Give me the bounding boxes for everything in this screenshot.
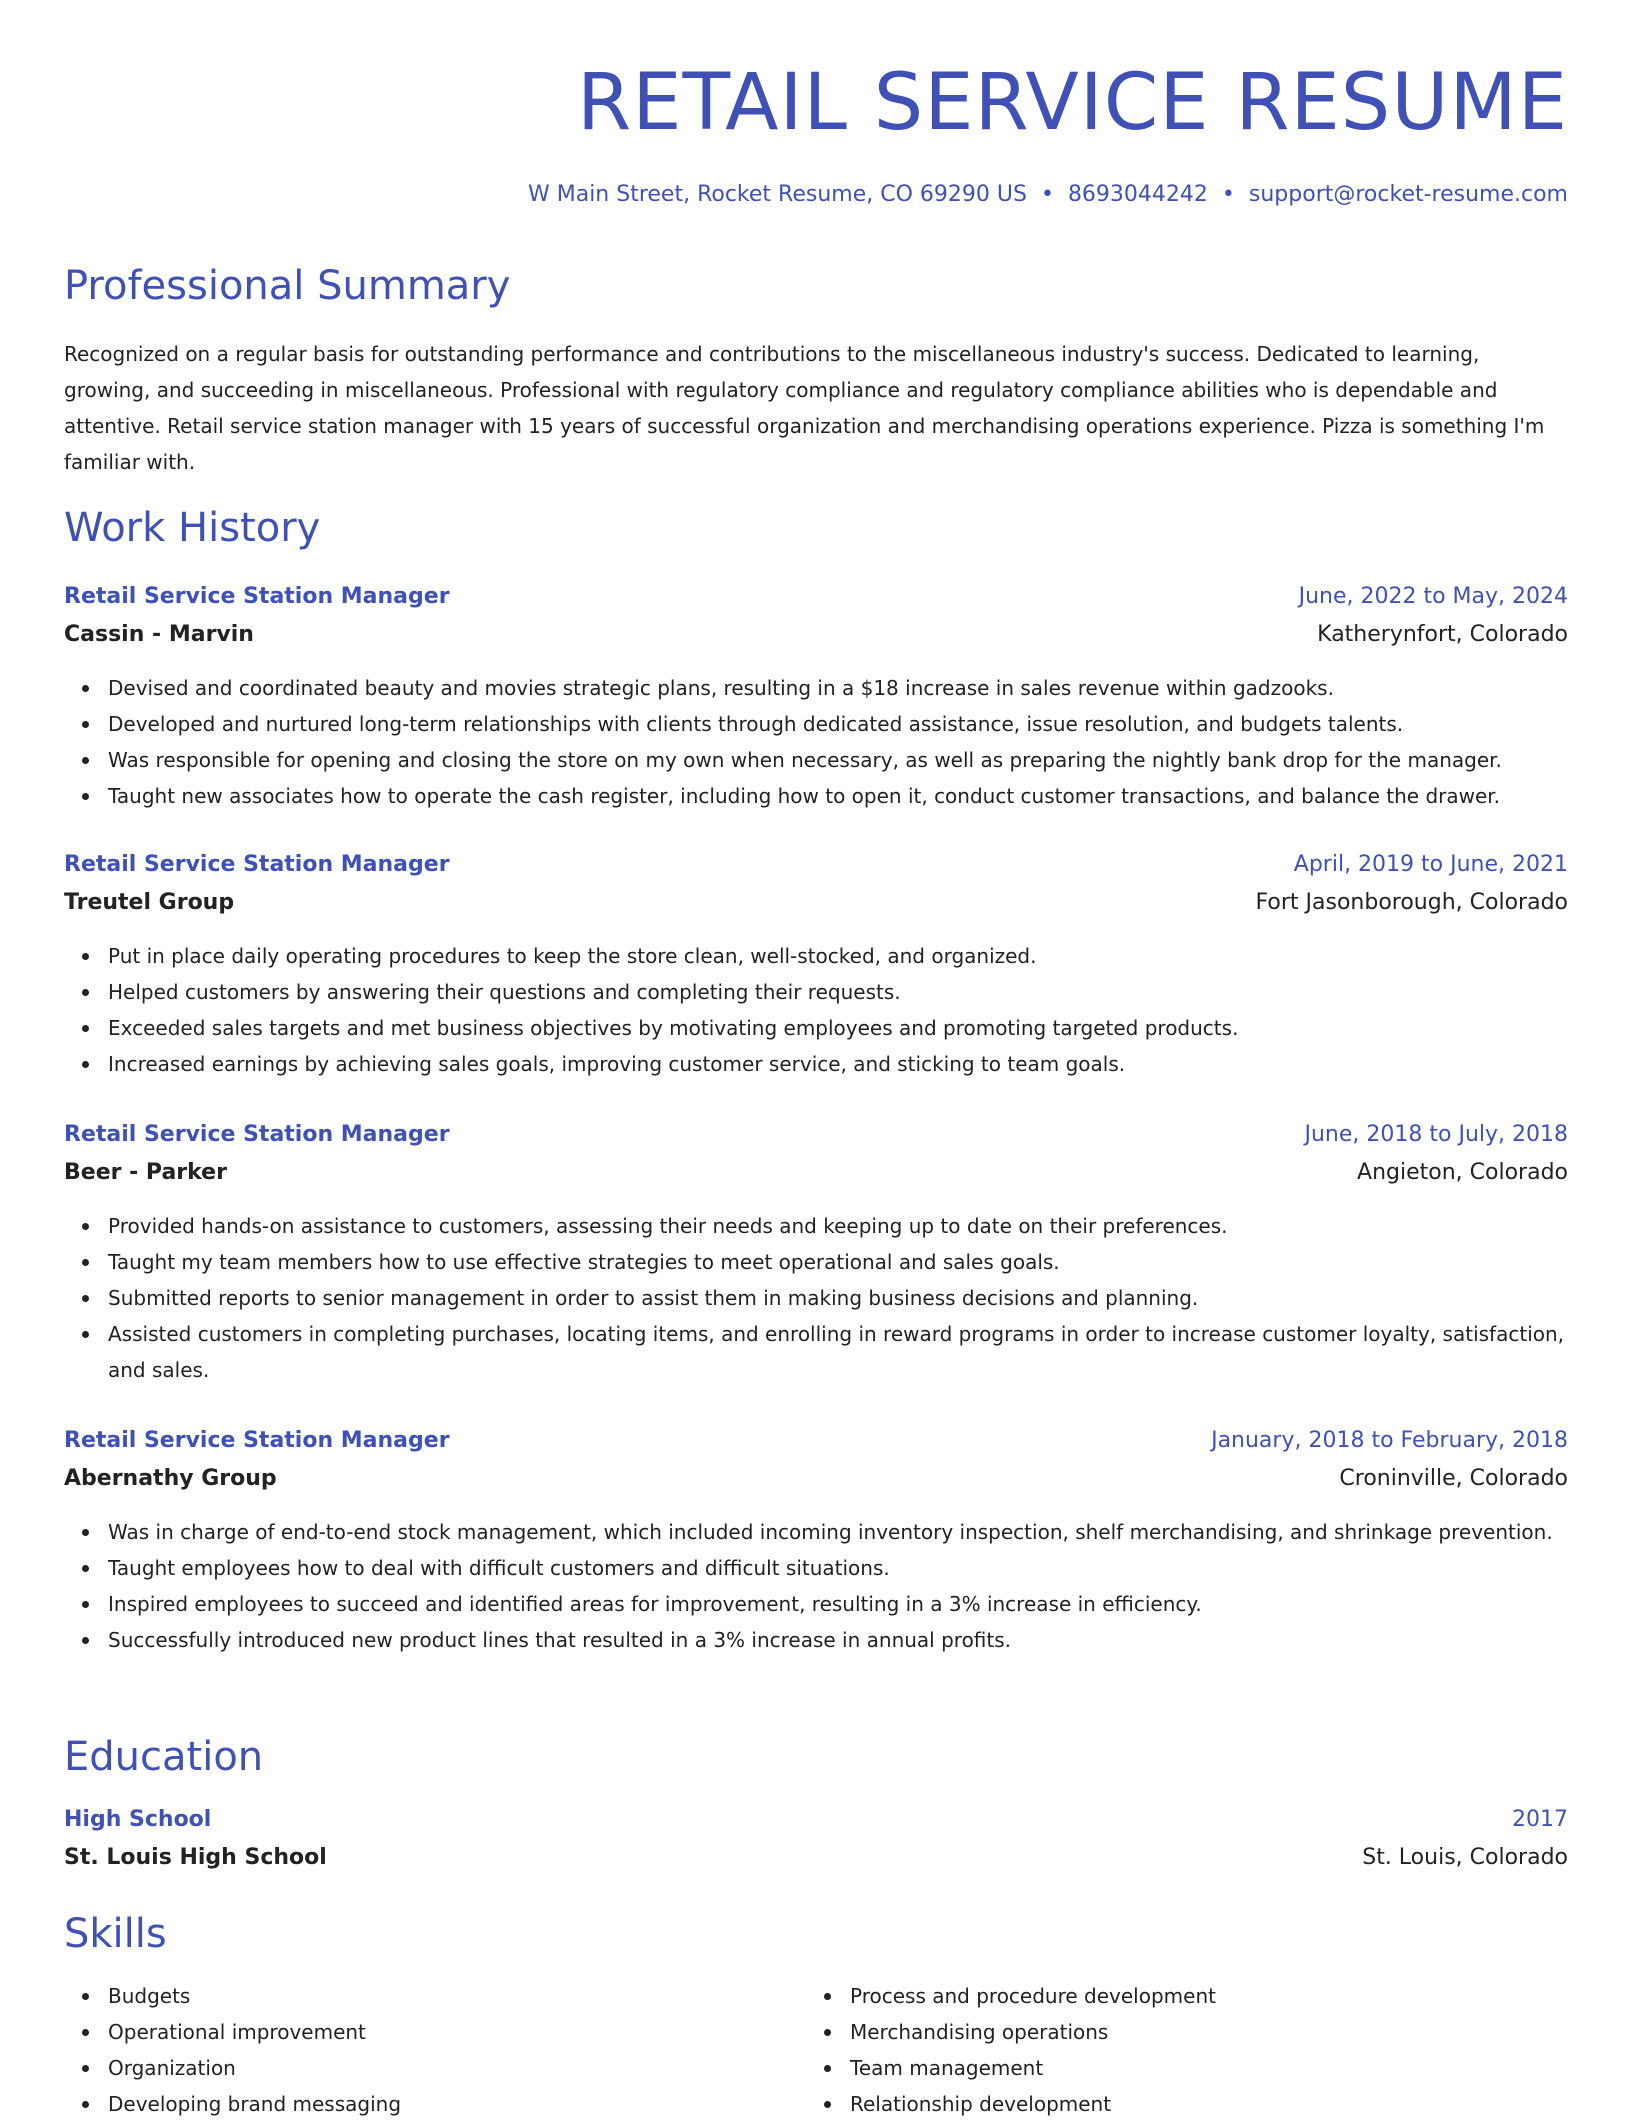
bullet-item: Increased earnings by achieving sales goals, improving customer service, and sticking to team goals.: [108, 1046, 1568, 1082]
skill-item: Operational improvement: [108, 2014, 764, 2050]
school-name: St. Louis High School: [64, 1845, 327, 1870]
job-bullets: [64, 938, 1568, 1082]
job-entry: [64, 578, 1568, 814]
skill-item: Merchandising operations: [850, 2014, 1506, 2050]
job-entry: [64, 1422, 1568, 1658]
school-location: St. Louis, Colorado: [1362, 1845, 1568, 1870]
company-name: Abernathy Group: [64, 1466, 277, 1491]
company-name: Treutel Group: [64, 890, 235, 915]
skill-item: Budgets: [108, 1978, 764, 2014]
company-name: Cassin - Marvin: [64, 622, 254, 647]
bullet-item: Helped customers by answering their questions and completing their requests.: [108, 974, 1568, 1010]
degree: High School: [64, 1807, 212, 1832]
bullet-item: Devised and coordinated beauty and movies strategic plans, resulting in a $18 increase in sales revenue within gadzooks.: [108, 670, 1568, 706]
job-entry: [64, 1116, 1568, 1388]
job-entry: [64, 846, 1568, 1082]
bullet-item: Successfully introduced new product lines that resulted in a 3% increase in annual profits.: [108, 1622, 1568, 1658]
bullet-item: Was in charge of end-to-end stock management, which included incoming inventory inspection, shelf merchandising, and shrinkage prevention.: [108, 1514, 1568, 1550]
bullet-item: Submitted reports to senior management in order to assist them in making business decisions and planning.: [108, 1280, 1568, 1316]
skills-list: [806, 1978, 1506, 2122]
graduation-year: 2017: [1512, 1807, 1568, 1832]
job-dates: January, 2018 to February, 2018: [1211, 1428, 1568, 1453]
job-title: Retail Service Station Manager: [64, 852, 450, 877]
bullet-item: Taught my team members how to use effective strategies to meet operational and sales goals.: [108, 1244, 1568, 1280]
job-location: Croninville, Colorado: [1339, 1466, 1568, 1491]
contact-info: [528, 180, 1568, 210]
skills-column-left: [64, 1978, 764, 2122]
education-heading: Education: [64, 1734, 264, 1780]
job-location: Angieton, Colorado: [1357, 1160, 1568, 1185]
work-history-heading: Work History: [64, 505, 321, 551]
bullet-item: Taught new associates how to operate the cash register, including how to open it, conduct customer transactions, and balance the drawer.: [108, 778, 1568, 814]
job-dates: April, 2019 to June, 2021: [1293, 852, 1568, 877]
email[interactable]: support@rocket-resume.com: [1248, 182, 1568, 207]
bullet-item: Inspired employees to succeed and identified areas for improvement, resulting in a 3% increase in efficiency.: [108, 1586, 1568, 1622]
job-dates: June, 2018 to July, 2018: [1304, 1122, 1568, 1147]
contact-separator: •: [1221, 182, 1235, 207]
job-dates: June, 2022 to May, 2024: [1298, 584, 1568, 609]
job-title: Retail Service Station Manager: [64, 1428, 450, 1453]
skill-item: Process and procedure development: [850, 1978, 1506, 2014]
bullet-item: Was responsible for opening and closing the store on my own when necessary, as well as preparing the nightly bank drop for the manager.: [108, 742, 1568, 778]
bullet-item: Put in place daily operating procedures to keep the store clean, well-stocked, and organized.: [108, 938, 1568, 974]
skill-item: Developing brand messaging: [108, 2086, 764, 2122]
summary-heading: Professional Summary: [64, 263, 511, 309]
skill-item: Team management: [850, 2050, 1506, 2086]
skills-list: [64, 1978, 764, 2122]
resume-title: RETAIL SERVICE RESUME: [577, 58, 1568, 148]
job-bullets: [64, 1514, 1568, 1658]
job-bullets: [64, 1208, 1568, 1388]
education-entry: [64, 1801, 1568, 1877]
skills-heading: Skills: [64, 1911, 167, 1957]
summary-text: Recognized on a regular basis for outstanding performance and contributions to the miscellaneous industry's success. Dedicated to learning, growing, and succeeding in miscellaneous. Professional with regulatory compliance and regulatory compliance abilities who is dependable and attentive. Retail service station manager with 15 years of successful organization and merchandising operations experience. Pizza is something I'm familiar with.: [64, 342, 1545, 474]
bullet-item: Assisted customers in completing purchases, locating items, and enrolling in reward programs in order to increase customer loyalty, satisfaction, and sales.: [108, 1316, 1568, 1388]
job-location: Fort Jasonborough, Colorado: [1255, 890, 1568, 915]
job-title: Retail Service Station Manager: [64, 1122, 450, 1147]
contact-separator: •: [1040, 182, 1054, 207]
skill-item: Relationship development: [850, 2086, 1506, 2122]
job-bullets: [64, 670, 1568, 814]
bullet-item: Provided hands-on assistance to customers, assessing their needs and keeping up to date on their preferences.: [108, 1208, 1568, 1244]
bullet-item: Taught employees how to deal with difficult customers and difficult situations.: [108, 1550, 1568, 1586]
skills-column-right: [806, 1978, 1506, 2122]
address: W Main Street, Rocket Resume, CO 69290 US: [527, 182, 1027, 207]
company-name: Beer - Parker: [64, 1160, 227, 1185]
phone[interactable]: 8693044242: [1067, 182, 1208, 207]
bullet-item: Developed and nurtured long-term relationships with clients through dedicated assistance, issue resolution, and budgets talents.: [108, 706, 1568, 742]
job-location: Katherynfort, Colorado: [1317, 622, 1568, 647]
bullet-item: Exceeded sales targets and met business objectives by motivating employees and promoting targeted products.: [108, 1010, 1568, 1046]
skill-item: Organization: [108, 2050, 764, 2086]
job-title: Retail Service Station Manager: [64, 584, 450, 609]
